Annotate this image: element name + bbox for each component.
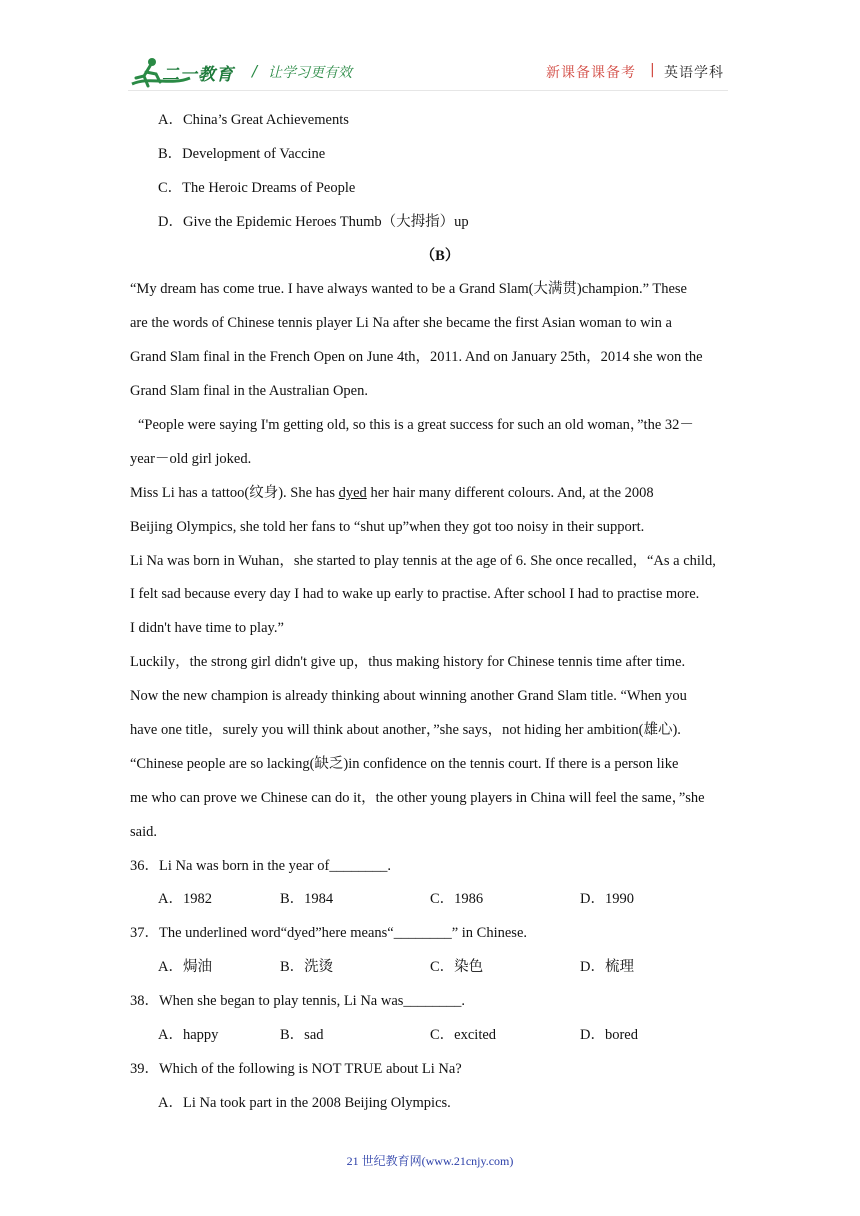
q38-option-d: D．bored (580, 1027, 638, 1044)
passage-line: “My dream has come true. I have always wanted to be a Grand Slam(大满贯)champion.” These (130, 281, 687, 298)
header-slash: / (252, 62, 258, 80)
q37-option-b: B．洗烫 (280, 959, 334, 976)
question-39-stem: 39．Which of the following is NOT TRUE about Li Na? (130, 1060, 462, 1077)
q37-option-a: A．焗油 (158, 959, 212, 976)
passage-text: Miss Li has a tattoo(纹身). She has (130, 484, 339, 501)
passage-line: said. (130, 823, 157, 840)
q36-option-a: A．1982 (158, 891, 212, 908)
passage-line: are the words of Chinese tennis player Li Na after she became the first Asian woman to win a (130, 315, 672, 332)
passage-line: Grand Slam final in the French Open on June 4th，2011. And on January 25th，2014 she won the (130, 349, 703, 366)
q37-option-d: D．梳理 (580, 959, 634, 976)
question-38-stem: 38．When she began to play tennis, Li Na was________. (130, 993, 466, 1010)
question-37-options (130, 951, 750, 985)
passage-line: have one title，surely you will think about another，”she says，not hiding her ambition(雄心). (130, 722, 681, 739)
option-b: B．Development of Vaccine (158, 145, 326, 162)
header-rule (128, 90, 728, 91)
question-38-options (130, 1019, 750, 1053)
passage-line: me who can prove we Chinese can do it，the other young players in China will feel the same，”she (130, 789, 705, 806)
header-tag: 新课备课备考 (546, 65, 636, 81)
option-c: C．The Heroic Dreams of People (158, 179, 356, 196)
header-subject: 英语学科 (664, 65, 724, 81)
q38-option-a: A．happy (158, 1027, 219, 1044)
underlined-word: dyed (338, 484, 367, 501)
q36-option-b: B．1984 (280, 891, 334, 908)
passage-line: I didn't have time to play.” (130, 620, 284, 637)
section-title: （B） (420, 247, 460, 264)
question-36-stem: 36．Li Na was born in the year of________. (130, 857, 391, 874)
q36-option-d: D．1990 (580, 891, 634, 908)
page-header (0, 0, 860, 100)
header-slogan: 让学习更有效 (268, 65, 352, 81)
passage-line (130, 477, 750, 511)
question-37-stem: 37．The underlined word“dyed”here means“________” in Chinese. (130, 925, 528, 942)
q38-option-c: C．excited (430, 1027, 497, 1044)
passage-line: I felt sad because every day I had to wake up early to practise. After school I had to practise more. (130, 586, 700, 603)
q37-option-c: C．染色 (430, 959, 484, 976)
question-36-options (130, 883, 750, 917)
option-d: D．Give the Epidemic Heroes Thumb（大拇指）up (158, 213, 469, 230)
document-body (130, 104, 750, 1121)
passage-line: “Chinese people are so lacking(缺乏)in confidence on the tennis court. If there is a person like (130, 755, 679, 772)
passage-line: Li Na was born in Wuhan，she started to play tennis at the age of 6. She once recalled，“As a child, (130, 552, 716, 569)
passage-text: her hair many different colours. And, at the 2008 (366, 484, 654, 501)
q38-option-b: B．sad (280, 1027, 324, 1044)
passage-line: Grand Slam final in the Australian Open. (130, 383, 368, 400)
passage-line: Now the new champion is already thinking about winning another Grand Slam title. “When you (130, 688, 687, 705)
passage-line: year－old girl joked. (130, 450, 252, 467)
page-footer: 21 世纪教育网(www.21cnjy.com) (346, 1154, 514, 1168)
passage-line: Beijing Olympics, she told her fans to “shut up”when they got too noisy in their support. (130, 518, 645, 535)
logo-text: 二一教育 (162, 65, 234, 85)
option-a: A．China’s Great Achievements (158, 112, 349, 128)
passage-line: Luckily，the strong girl didn't give up，thus making history for Chinese tennis time after time. (130, 654, 686, 671)
q36-option-c: C．1986 (430, 891, 484, 908)
passage-line: “People were saying I'm getting old, so this is a great success for such an old woman，”the 32－ (138, 417, 694, 434)
header-divider: | (650, 62, 655, 78)
q39-option-a: A．Li Na took part in the 2008 Beijing Olympics. (158, 1094, 451, 1111)
